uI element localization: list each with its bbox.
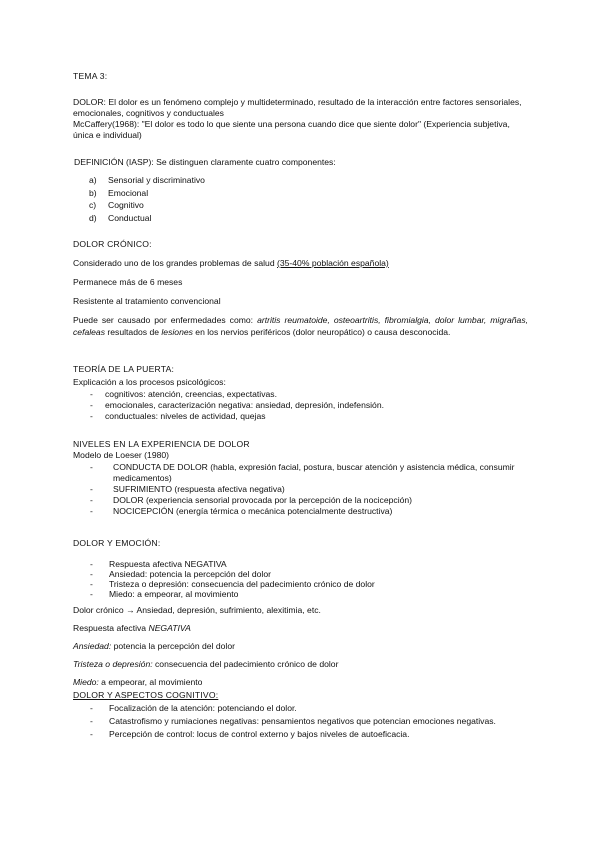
cronico-line2: Permanece más de 6 meses: [73, 277, 183, 287]
list-item: - Ansiedad: potencia la percepción del dolor: [90, 569, 271, 579]
cronico-section: [73, 239, 528, 338]
list-item: - DOLOR (experiencia sensorial provocada por la percepción de la nocicepción): [90, 495, 413, 505]
definicion-section: [73, 157, 528, 225]
dolor-cronico-line: Dolor crónico → Ansiedad, depresión, sufrimiento, alexitimia, etc.: [73, 605, 321, 615]
niveles-section: [73, 439, 528, 517]
niveles-heading: NIVELES EN LA EXPERIENCIA DE DOLOR: [73, 439, 250, 449]
list-item: - Focalización de la atención: potenciando el dolor.: [90, 703, 297, 713]
list-item: b) Emocional: [89, 187, 149, 198]
cronico-heading: DOLOR CRÓNICO:: [73, 239, 152, 249]
definicion-heading: DEFINICIÓN (IASP): Se distinguen claramente cuatro componentes:: [74, 157, 336, 167]
tema-title: TEMA 3:: [73, 71, 108, 81]
components-list: [73, 175, 528, 224]
respuesta-line: Respuesta afectiva NEGATIVA: [73, 623, 191, 633]
list-item: - conductuales: niveles de actividad, quejas: [90, 411, 266, 421]
cronico-line3: Resistente al tratamiento convencional: [73, 296, 221, 306]
cronico-line1: Considerado uno de los grandes problemas de salud (35-40% población española): [73, 258, 389, 268]
tristeza-line: Tristeza o depresión: consecuencia del padecimiento crónico de dolor: [73, 659, 339, 669]
list-item: - Percepción de control: locus de control externo y bajos niveles de autoeficacia.: [90, 729, 410, 739]
list-item: - NOCICEPCIÓN (energía térmica o mecánica potencialmente destructiva): [90, 506, 393, 516]
emocion-section: [73, 538, 528, 688]
intro-section: [73, 97, 528, 141]
mccaffery-quote: McCaffery(1968): "El dolor es todo lo que siente una persona cuando dice que siente dolor" (Experiencia subjetiva, única e individual): [73, 119, 510, 140]
puerta-section: [73, 364, 528, 422]
list-item: - emocionales, caracterización negativa: ansiedad, depresión, indefensión.: [90, 400, 384, 410]
list-item: - cognitivos: atención, creencias, expectativas.: [90, 389, 277, 399]
dolor-definition: DOLOR: El dolor es un fenómeno complejo y multideterminado, resultado de la interacción entre factores sensoriales, emocionales, cognitivos y conductuales: [73, 97, 522, 118]
list-item: c) Cognitivo: [89, 200, 144, 210]
niveles-list: [73, 462, 528, 517]
cronico-causes: Puede ser causado por enfermedades como: artritis reumatoide, osteoartritis, fibromialgia, dolor lumbar, migrañas, cefaleas resultados de lesiones en los nervios periféricos (dolor neuropático) o causa desconocida.: [73, 315, 528, 337]
list-item: - Catastrofismo y rumiaciones negativas: pensamientos negativos que potencian emociones negativas.: [90, 716, 496, 726]
niveles-subheading: Modelo de Loeser (1980): [73, 450, 170, 460]
miedo-line: Miedo: a empeorar, al movimiento: [73, 677, 203, 687]
emocion-heading: DOLOR Y EMOCIÓN:: [73, 538, 161, 548]
list-item: d) Conductual: [89, 212, 152, 223]
list-item: - Respuesta afectiva NEGATIVA: [90, 559, 227, 569]
list-item: a) Sensorial y discriminativo: [89, 175, 205, 185]
cognitivo-section: [73, 690, 528, 740]
puerta-heading: TEORÍA DE LA PUERTA:: [73, 364, 175, 374]
puerta-subheading: Explicación a los procesos psicológicos:: [73, 377, 226, 387]
list-item: - SUFRIMIENTO (respuesta afectiva negativa): [90, 484, 285, 494]
list-item: - Miedo: a empeorar, al movimiento: [90, 589, 239, 599]
cognitivo-heading: DOLOR Y ASPECTOS COGNITIVO:: [73, 690, 219, 700]
emocion-list: [73, 559, 528, 599]
puerta-list: [73, 389, 528, 422]
list-item: - Tristeza o depresión: consecuencia del padecimiento crónico de dolor: [90, 579, 375, 589]
ansiedad-line: Ansiedad: potencia la percepción del dolor: [73, 641, 235, 651]
cognitivo-list: [73, 703, 528, 740]
list-item: - CONDUCTA DE DOLOR (habla, expresión facial, postura, buscar atención y asistencia médica, consumir medicamentos): [90, 462, 515, 483]
